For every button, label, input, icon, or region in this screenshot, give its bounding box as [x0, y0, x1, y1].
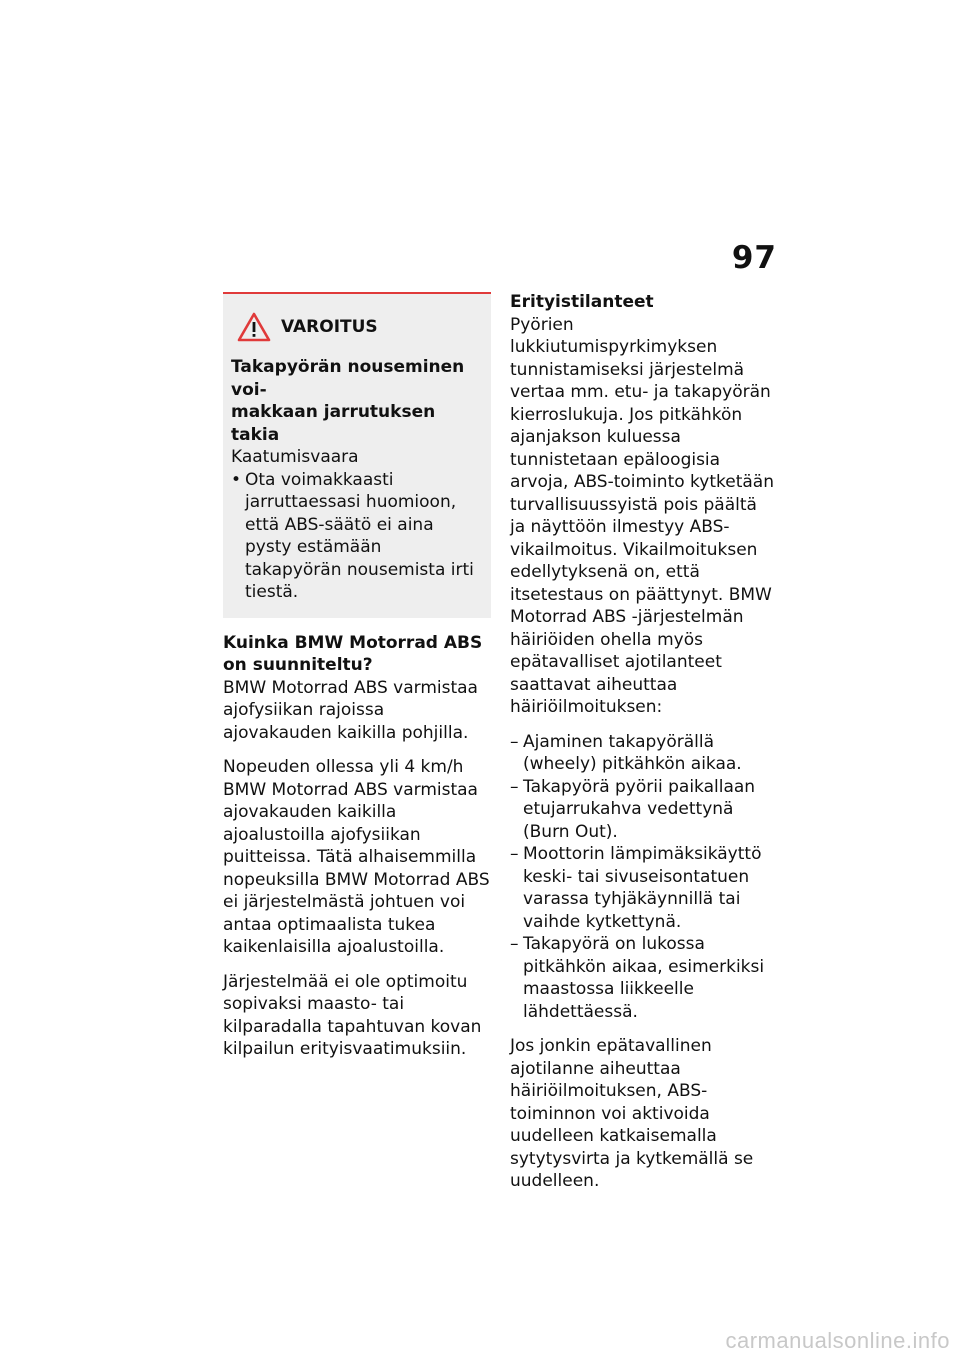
warning-header — [231, 312, 481, 342]
left-column — [223, 292, 491, 1073]
warning-title-line1: Takapyörän nouseminen voi- — [231, 357, 465, 400]
list-item: – Takapyörä pyörii paikallaan etujarrukahva vedettynä (Burn Out). — [510, 776, 756, 842]
left-paragraph-2: Nopeuden ollessa yli 4 km/h BMW Motorrad ABS varmistaa ajovakauden kaikilla ajoalustoilla ajofysiikan puitteissa. Tätä alhaisemmilla nopeuksilla BMW Motorrad ABS ei järjestelmästä johtuen voi antaa optimaalista tukea kaikenlaisilla ajoalustoilla. — [223, 757, 490, 957]
right-paragraph-2: Jos jonkin epätavallinen ajotilanne aiheuttaa häiriöilmoituksen, ABS-toiminnon voi aktivoida uudelleen katkaisemalla sytytysvirta ja kytkemällä se uudelleen. — [510, 1036, 754, 1191]
warning-title-line2: makkaan jarrutuksen takia — [231, 402, 436, 445]
left-paragraph-3: Järjestelmää ei ole optimoitu sopivaksi maasto- tai kilparadalla tapahtuvan kovan kilpailun erityisvaatimuksiin. — [223, 971, 482, 1059]
warning-bullet: • Ota voimakkaasti jarruttaessasi huomioon, että ABS-säätö ei aina pysty estämään takapyörän nousemista irti tiestä. — [231, 469, 481, 604]
page-number: 97 — [731, 240, 777, 276]
warning-subtitle: Kaatumisvaara — [231, 447, 359, 467]
left-paragraph-1: BMW Motorrad ABS varmistaa ajofysiikan rajoissa ajovakauden kaikilla pohjilla. — [223, 677, 478, 743]
warning-label: VAROITUS — [281, 316, 378, 337]
warning-triangle-icon — [237, 312, 271, 342]
left-heading: Kuinka BMW Motorrad ABS on suunniteltu? — [223, 632, 483, 675]
list-item: – Ajaminen takapyörällä (wheely) pitkähkön aikaa. — [510, 731, 742, 774]
warning-box — [223, 292, 491, 618]
right-paragraph-1: Pyörien lukkiutumispyrkimyksen tunnistamiseksi järjestelmä vertaa mm. etu- ja takapyörän kierroslukuja. Jos pitkähkön ajanjakson kuluessa tunnistetaan epäloogisia arvoja, ABS-toiminto kytketään turvallisuussyistä pois päältä ja näyttöön ilmestyy ABS-vikailmoitus. Vikailmoituksen edellytyksenä on, että itsetestaus on päättynyt. BMW Motorrad ABS -järjestelmän häiriöiden ohella myös epätavalliset ajotilanteet saattavat aiheuttaa häiriöilmoituksen: — [510, 314, 774, 717]
list-item: – Moottorin lämpimäksikäyttö keski- tai sivuseisontatuen varassa tyhjäkäynnillä tai vaihde kytkettynä. — [510, 844, 762, 932]
right-column — [510, 291, 776, 1205]
list-item: – Takapyörä on lukossa pitkähkön aikaa, esimerkiksi maastossa liikkeelle lähdettäessä. — [510, 934, 765, 1022]
situation-list — [510, 731, 776, 1024]
right-heading: Erityistilanteet — [510, 292, 654, 312]
footer-watermark: carmanualsonline.info — [725, 1328, 950, 1353]
